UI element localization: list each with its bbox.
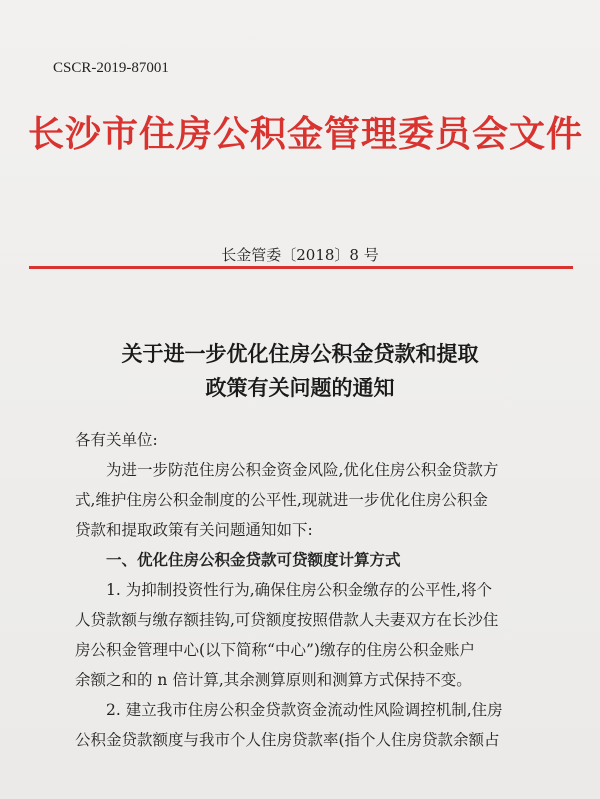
red-divider-line (29, 266, 573, 269)
item-1-line: 余额之和的 n 倍计算,其余测算原则和测算方式保持不变。 (75, 671, 472, 689)
notice-title (0, 337, 600, 405)
item-1-line: 1. 为抑制投资性行为,确保住房公积金缴存的公平性,将个 (106, 581, 493, 599)
salutation: 各有关单位: (75, 431, 158, 449)
issuer-masthead: 长沙市住房公积金管理委员会文件 (28, 114, 584, 155)
item-1-line: 人贷款额与缴存额挂钩,可贷额度按照借款人夫妻双方在长沙住 (75, 611, 499, 629)
intro-line: 式,维护住房公积金制度的公平性,现就进一步优化住房公积金 (75, 491, 488, 509)
notice-title-line-1: 关于进一步优化住房公积金贷款和提取 (121, 341, 479, 366)
notice-title-line-2: 政策有关问题的通知 (205, 375, 395, 400)
intro-line: 为进一步防范住房公积金资金风险,优化住房公积金贷款方 (106, 461, 499, 479)
item-2-line: 公积金贷款额度与我市个人住房贷款率(指个人住房贷款余额占 (75, 731, 500, 749)
intro-line: 贷款和提取政策有关问题通知如下: (75, 521, 313, 539)
document-code: CSCR-2019-87001 (53, 60, 169, 76)
section-heading: 一、优化住房公积金贷款可贷额度计算方式 (106, 550, 401, 569)
item-2-line: 2. 建立我市住房公积金贷款资金流动性风险调控机制,住房 (106, 701, 503, 719)
document-number: 长金管委〔2018〕8 号 (221, 246, 379, 264)
notice-body (75, 425, 545, 755)
item-1-line: 房公积金管理中心(以下简称“中心”)缴存的住房公积金账户 (75, 641, 475, 659)
